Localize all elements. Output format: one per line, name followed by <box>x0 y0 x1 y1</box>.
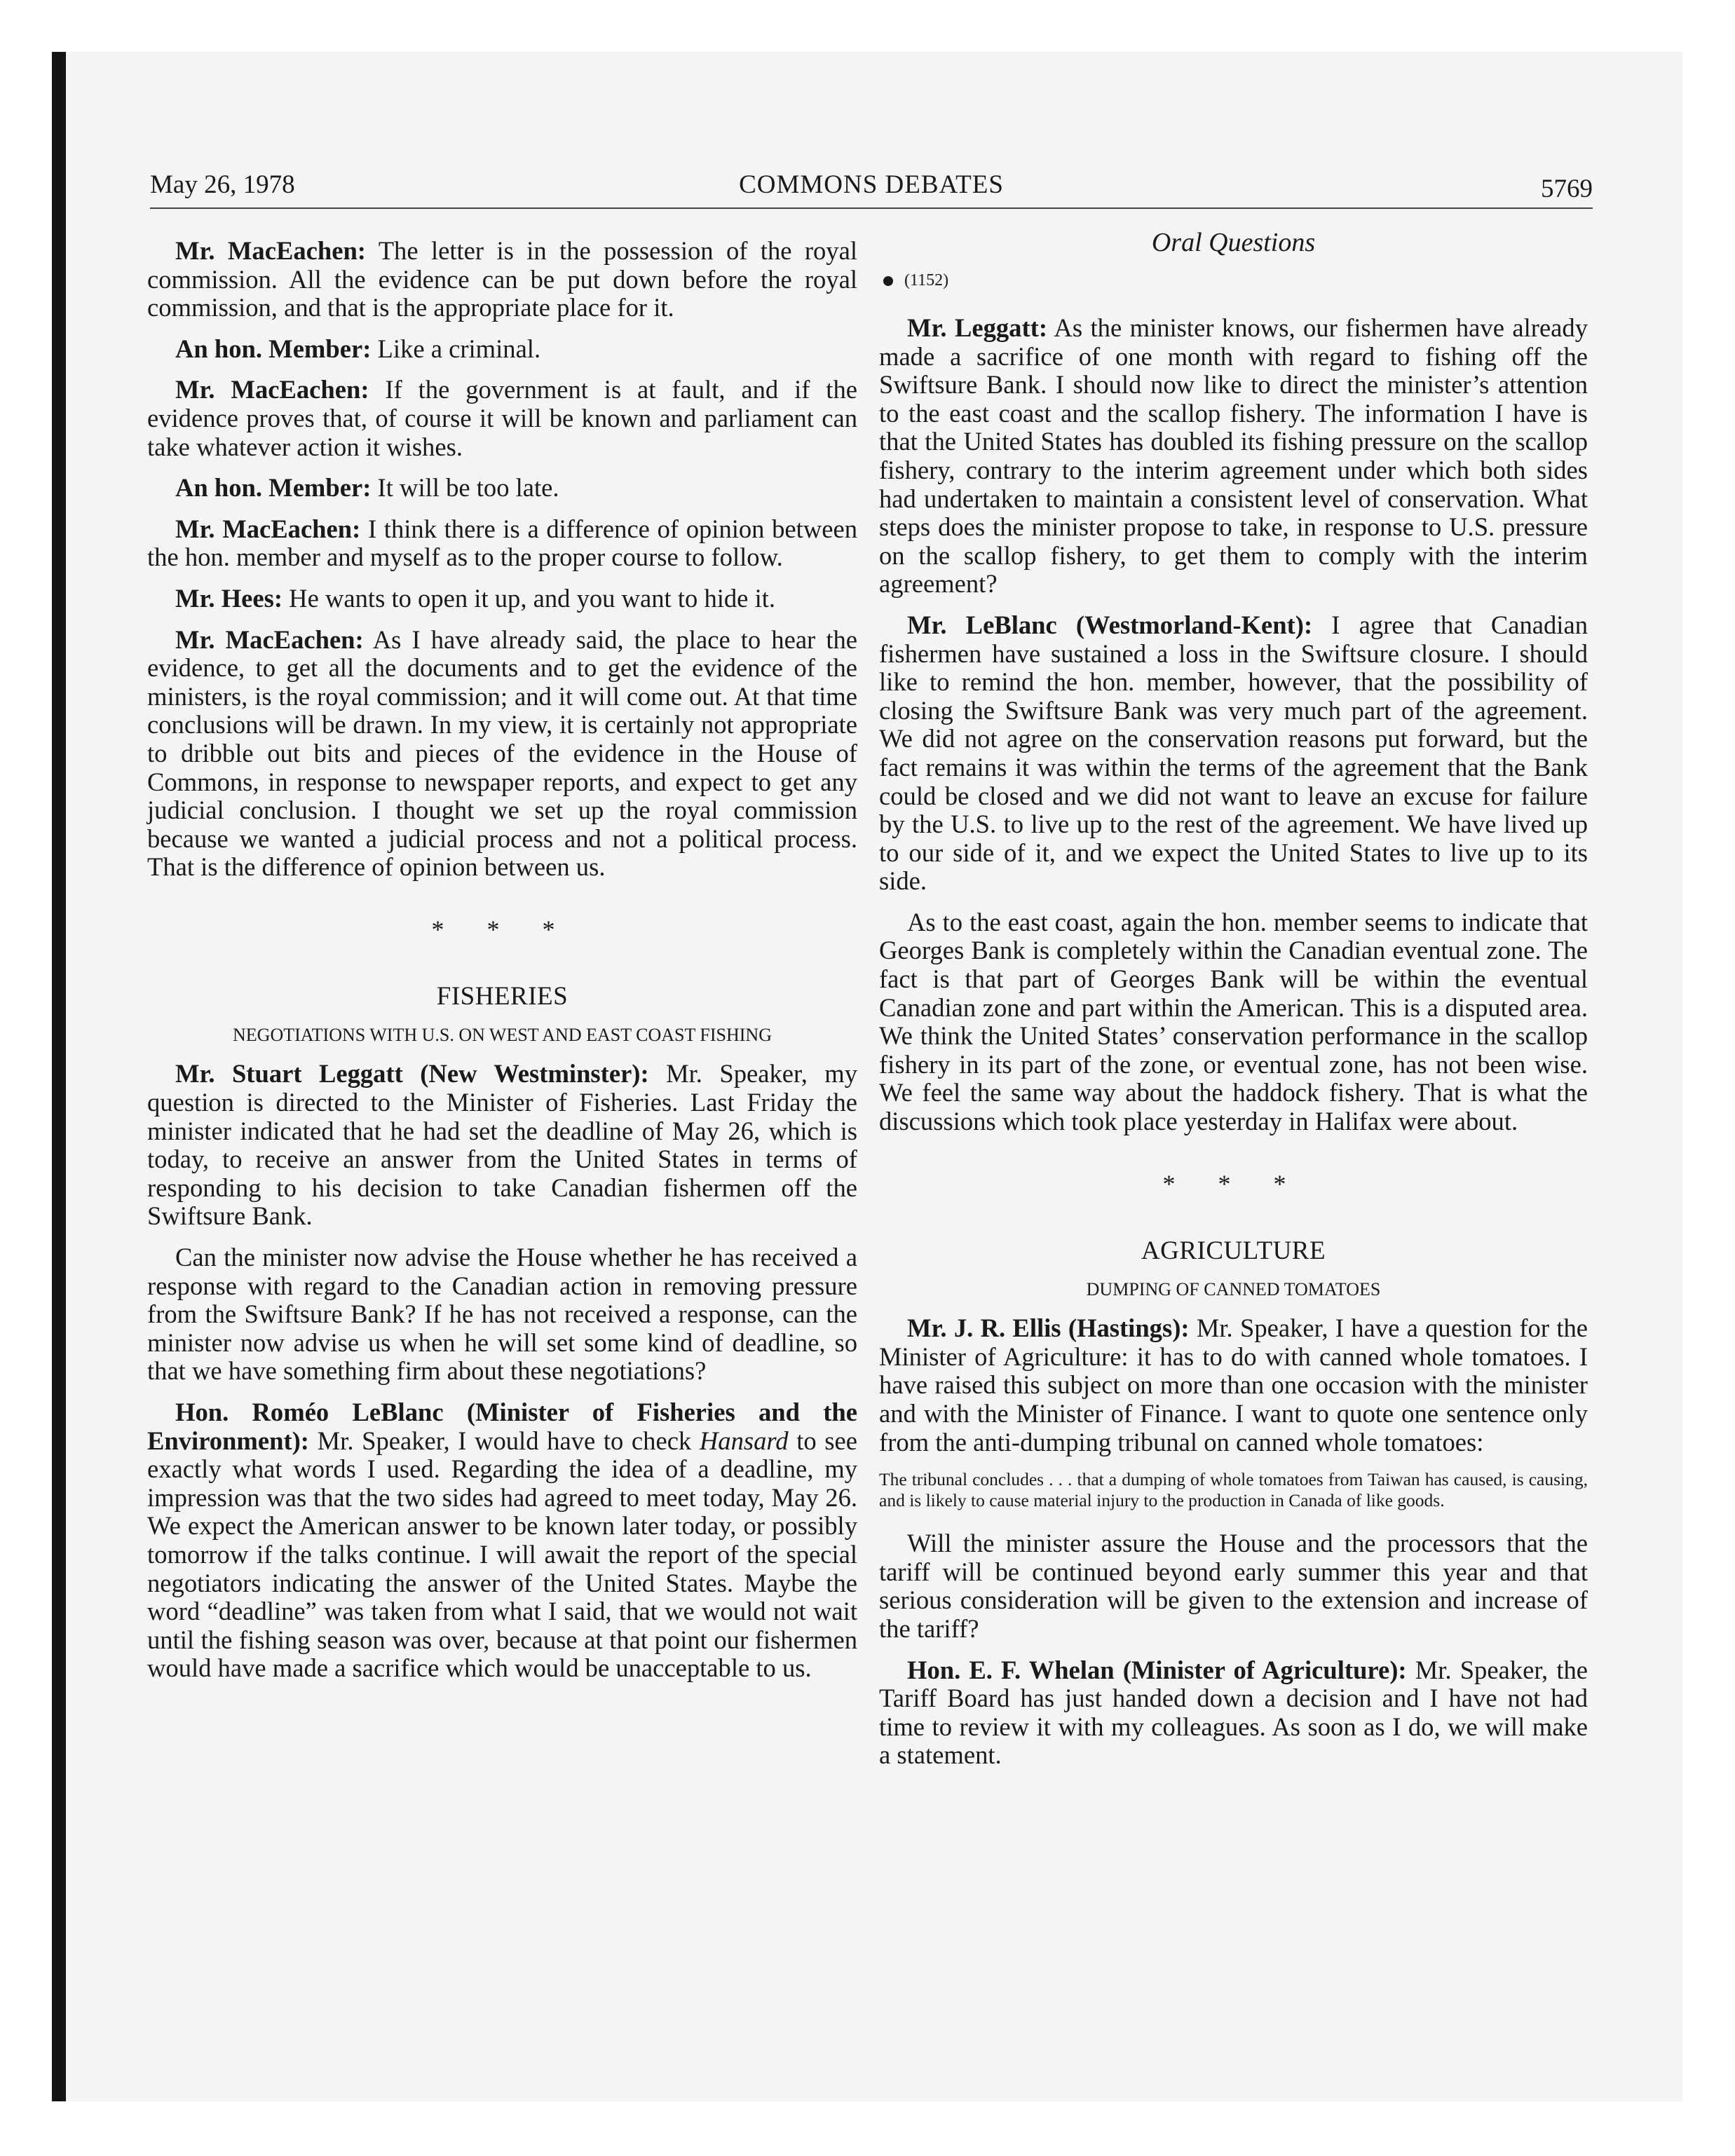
header-date: May 26, 1978 <box>150 170 295 199</box>
running-head <box>150 171 1593 209</box>
block-quote: The tribunal concludes . . . that a dumping of whole tomatoes from Taiwan has caused, is causing, and is likely to cause material injury to the production in Canada of like goods. <box>879 1469 1588 1511</box>
left-column <box>147 237 857 1696</box>
speech-text: It will be too late. <box>371 473 559 503</box>
speech-text: Mr. Speaker, I would have to check <box>309 1426 700 1455</box>
speaker: Mr. LeBlanc (Westmorland-Kent): <box>907 610 1313 639</box>
paragraph <box>147 1398 857 1683</box>
header-page-number: 5769 <box>1541 175 1593 203</box>
speaker: Mr. Leggatt: <box>907 313 1048 342</box>
speech-text: I think there is a difference of opinion between the hon. member and myself as to the proper course to follow. <box>147 514 857 572</box>
section-heading: FISHERIES <box>436 982 569 1011</box>
paragraph <box>147 1060 857 1231</box>
time-marker-text: (1152) <box>904 271 949 289</box>
speaker: Mr. MacEachen: <box>175 375 369 404</box>
paragraph <box>147 335 857 364</box>
speaker: An hon. Member: <box>175 334 372 363</box>
paragraph <box>879 611 1588 896</box>
speaker: Hon. Roméo LeBlanc (Minister of Fisheries and the Environment): <box>147 1398 857 1455</box>
speech-text: As the minister knows, our fishermen have already made a sacrifice of one month with regard to fishing off the Swiftsure Bank. I should now like to direct the minister’s attention to the east coast and the scallop fishery. The information I have is that the United States has doubled its fishing pressure on the scallop fishery, contrary to the interim agreement under which both sides had undertaken to maintain a consistent level of conservation. What steps does the minister propose to take, in response to U.S. pressure on the scallop fishery, to get them to comply with the interim agreement? <box>879 313 1588 599</box>
paragraph <box>147 474 857 503</box>
speech-text: I agree that Canadian fishermen have sustained a loss in the Swiftsure closure. I should like to remind the hon. member, however, that the possibility of closing the Swiftsure Bank was very much part of the agreement. We did not agree on the conservation reasons put forward, but the fact remains it was within the terms of the agreement that the Bank could be closed and we did not want to leave an excuse for failure by the U.S. to live up to the rest of the agreement. We have lived up to our side of it, and we expect the United States to live up to its side. <box>879 610 1588 896</box>
speaker: Mr. MacEachen: <box>175 236 366 265</box>
bullet-icon <box>883 276 893 286</box>
section-separator: * * * <box>1162 1169 1305 1198</box>
speech-text: Mr. Speaker, the Tariff Board has just handed down a decision and I have not had time to review it with my colleagues. As soon as I do, we will make a statement. <box>879 1655 1588 1770</box>
paragraph <box>147 515 857 572</box>
paragraph: Can the minister now advise the House whether he has received a response with regard to the Canadian action in removing pressure from the Swiftsure Bank? If he has not received a response, can the minister now advise us when he will set some kind of deadline, so that we have something firm about these negotiations? <box>147 1243 857 1386</box>
paragraph <box>147 237 857 322</box>
speech-text: to see exactly what words I used. Regarding the idea of a deadline, my impression was that the two sides had agreed to meet today, May 26. We expect the American answer to be known later today, or possibly tomorrow if the talks continue. I will await the report of the special negotiators indicating the answer of the United States. Maybe the word “deadline” was taken from what I said, that we would not wait until the fishing season was over, because at that point our fishermen would have made a sacrifice which would be unacceptable to us. <box>147 1426 857 1683</box>
speech-text: If the government is at fault, and if the evidence proves that, of course it will be known and parliament can take whatever action it wishes. <box>147 375 857 461</box>
speaker: An hon. Member: <box>175 473 372 503</box>
time-marker <box>879 266 1588 294</box>
header-title: COMMONS DEBATES <box>739 170 1004 199</box>
speech-text: As I have already said, the place to hear the evidence, to get all the documents and to get the evidence of the ministers, is the royal commission; and it will come out. At that time conclusions will be drawn. In my view, it is certainly not appropriate to dribble out bits and pieces of the evidence in the House of Commons, in response to newspaper reports, and expect to get any judicial conclusion. I thought we set up the royal commission because we wanted a judicial process and not a political process. That is the difference of opinion between us. <box>147 625 857 882</box>
paragraph <box>879 1314 1588 1456</box>
speech-text: He wants to open it up, and you want to hide it. <box>283 583 776 613</box>
paragraph <box>147 585 857 613</box>
paragraph <box>879 314 1588 599</box>
scan-edge-bar <box>52 52 66 2101</box>
right-column <box>879 228 1588 1782</box>
paragraph <box>879 1656 1588 1770</box>
speaker: Hon. E. F. Whelan (Minister of Agriculture): <box>907 1655 1407 1684</box>
italic-title: Hansard <box>699 1426 789 1455</box>
section-heading: AGRICULTURE <box>1141 1236 1326 1266</box>
paragraph: Will the minister assure the House and the processors that the tariff will be continued beyond early summer this year and that serious consideration will be given to the extension and increase of the tariff? <box>879 1529 1588 1643</box>
section-separator: * * * <box>431 915 573 943</box>
paragraph: As to the east coast, again the hon. member seems to indicate that Georges Bank is completely within the Canadian eventual zone. The fact is that part of Georges Bank will be within the eventual Canadian zone and part within the American. This is a disputed area. We think the United States’ conservation performance in the scallop fishery in its part of the zone, or eventual zone, has not been wise. We feel the same way about the haddock fishery. That is what the discussions which took place yesterday in Halifax were about. <box>879 907 1588 1136</box>
speaker: Mr. J. R. Ellis (Hastings): <box>907 1314 1190 1343</box>
paragraph <box>147 376 857 461</box>
speech-text: Like a criminal. <box>371 334 541 363</box>
speech-text: The letter is in the possession of the royal commission. All the evidence can be put down before the royal commission, and that is the appropriate place for it. <box>147 236 857 322</box>
speaker: Mr. MacEachen: <box>175 514 361 543</box>
section-label: Oral Questions <box>1151 228 1316 257</box>
paragraph <box>147 626 857 882</box>
speaker: Mr. Hees: <box>175 583 283 613</box>
speech-text: Mr. Speaker, my question is directed to the Minister of Fisheries. Last Friday the minister indicated that he had set the deadline of May 26, which is today, to receive an answer from the United States in terms of responding to his decision to take Canadian fishermen off the Swiftsure Bank. <box>147 1059 858 1231</box>
speaker: Mr. MacEachen: <box>175 625 364 654</box>
speaker: Mr. Stuart Leggatt (New Westminster): <box>175 1059 649 1089</box>
section-subheading: DUMPING OF CANNED TOMATOES <box>1086 1279 1381 1300</box>
speech-text: Mr. Speaker, I have a question for the Minister of Agriculture: it has to do with canned whole tomatoes. I have raised this subject on more than one occasion with the minister and with the Minister of Finance. I want to quote one sentence only from the anti-dumping tribunal on canned whole tomatoes: <box>879 1314 1588 1456</box>
section-subheading: NEGOTIATIONS WITH U.S. ON WEST AND EAST COAST FISHING <box>233 1025 772 1046</box>
